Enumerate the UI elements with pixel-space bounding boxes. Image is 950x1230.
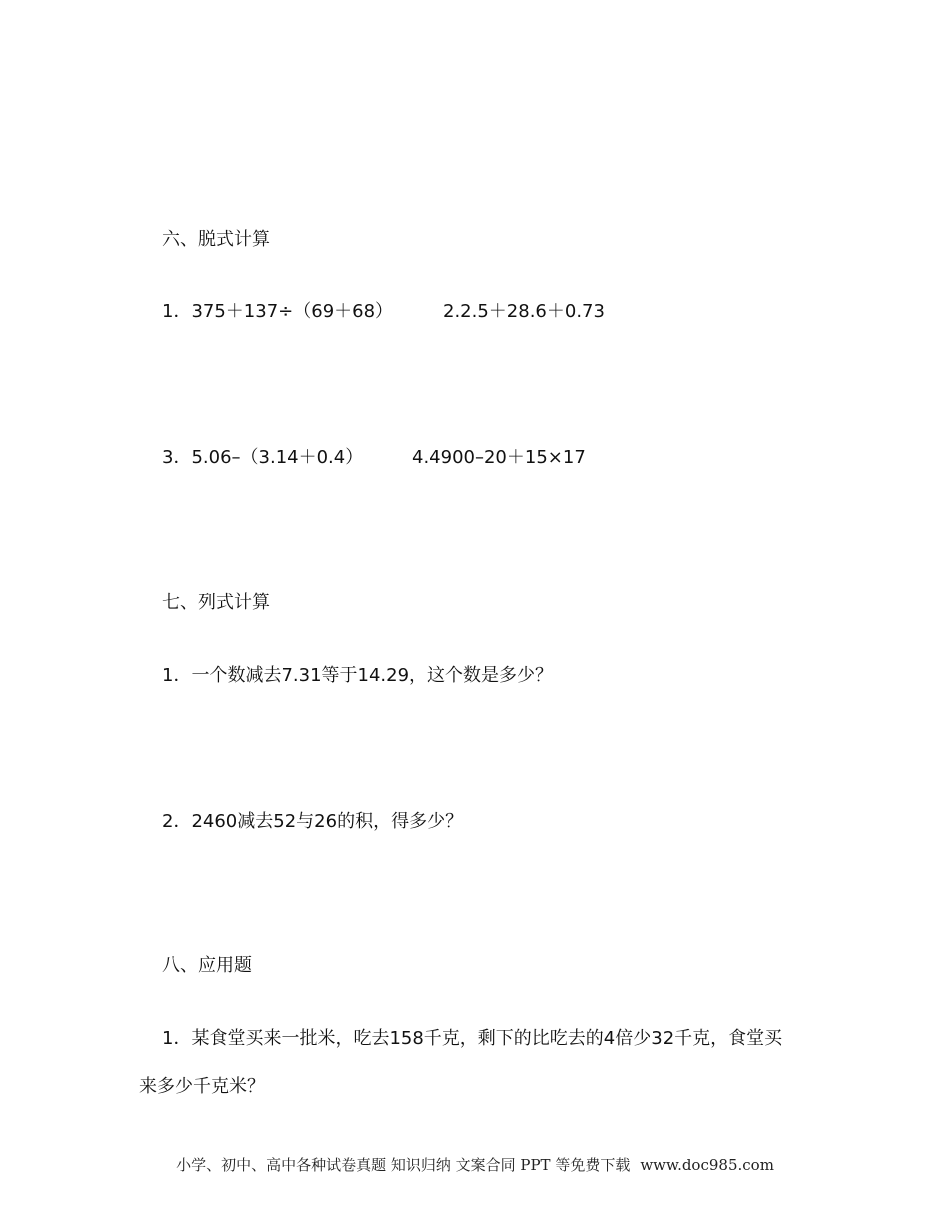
footer-site-link[interactable]: www.doc985.com: [640, 1156, 774, 1174]
section-eight-question-1-line-2: 来多少千克米？: [139, 1076, 265, 1097]
footer-text: 小学、初中、高中各种试卷真题 知识归纳 文案合同 PPT 等免费下载: [176, 1156, 631, 1174]
section-seven-heading: 七、列式计算: [162, 592, 270, 613]
section-eight-heading: 八、应用题: [162, 955, 252, 976]
section-six-question-2: 2.2.5＋28.6＋0.73: [443, 301, 605, 322]
section-six-question-3: 3．5.06–（3.14＋0.4）: [162, 447, 364, 468]
section-seven-question-1: 1．一个数减去7.31等于14.29，这个数是多少？: [162, 665, 554, 686]
section-six-question-4: 4.4900–20＋15×17: [412, 447, 586, 468]
page-footer: [0, 1154, 950, 1176]
section-seven-question-2: 2．2460减去52与26的积，得多少？: [162, 811, 464, 832]
section-six-heading: 六、脱式计算: [162, 229, 270, 250]
section-six-question-1: 1．375＋137÷（69＋68）: [162, 301, 394, 322]
section-eight-question-1-line-1: 1．某食堂买来一批米，吃去158千克，剩下的比吃去的4倍少32千克，食堂买: [162, 1028, 783, 1049]
